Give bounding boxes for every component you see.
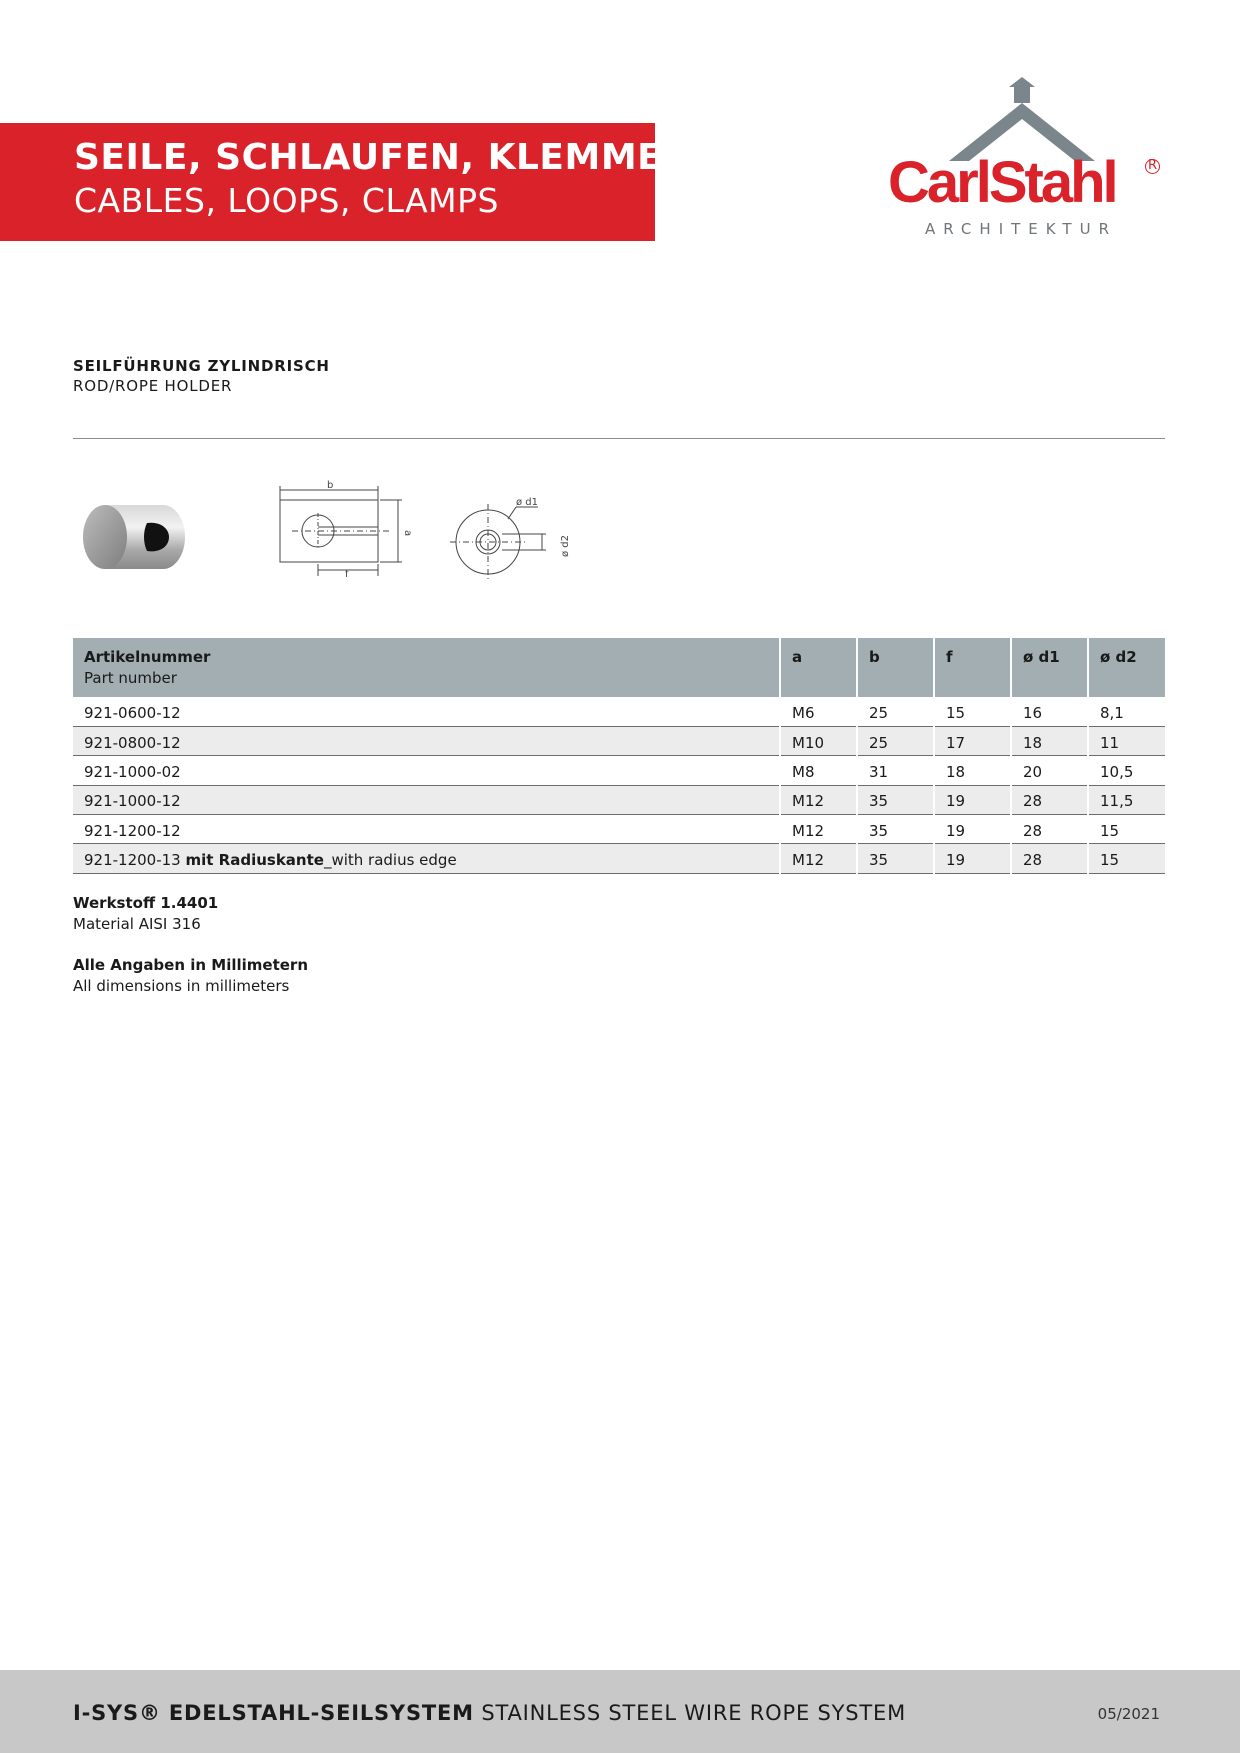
col-part-number [73, 638, 780, 697]
dim-d2-label: ø d2 [560, 534, 571, 557]
cell-b: 35 [857, 815, 934, 844]
table-row [73, 726, 1165, 755]
cell-d1: 20 [1011, 756, 1088, 785]
registered-mark: R [1145, 159, 1160, 174]
cell-part: 921-1000-02 [73, 756, 780, 785]
cell-d2: 8,1 [1088, 697, 1165, 726]
cell-d1: 18 [1011, 726, 1088, 755]
table-row [73, 756, 1165, 785]
front-view-drawing [448, 495, 571, 585]
cell-d1: 16 [1011, 697, 1088, 726]
dim-d1-label: ø d1 [516, 497, 539, 508]
category-banner [0, 123, 693, 241]
cell-d2: 15 [1088, 815, 1165, 844]
product-photo [75, 495, 195, 580]
cell-a: M6 [780, 697, 857, 726]
header-label: Artikelnummer [84, 648, 211, 666]
divider [73, 438, 1165, 439]
footer-system-title [73, 1701, 906, 1725]
cell-a: M12 [780, 815, 857, 844]
material-en: Material AISI 316 [73, 915, 201, 933]
units-en: All dimensions in millimeters [73, 977, 290, 995]
cell-part: 921-0800-12 [73, 726, 780, 755]
cell-d2: 15 [1088, 844, 1165, 873]
col-d1 [1011, 638, 1088, 697]
dim-a-label: a [402, 530, 413, 537]
logo-subtitle: ARCHITEKTUR [925, 220, 1117, 238]
category-title-en: CABLES, LOOPS, CLAMPS [74, 181, 499, 220]
cell-part [73, 844, 780, 873]
logo-brand-text: CarlStahl [888, 150, 1116, 215]
cell-part: 921-1000-12 [73, 785, 780, 814]
footer-system-bold: I-SYS® EDELSTAHL-SEILSYSTEM [73, 1701, 474, 1725]
part-note-bold: mit Radiuskante [185, 851, 324, 870]
dim-b-label: b [327, 480, 334, 491]
footer-system-light: STAINLESS STEEL WIRE ROPE SYSTEM [473, 1701, 907, 1725]
house-roof-icon [880, 75, 1170, 155]
dim-f-label: f [345, 569, 349, 580]
product-name-en: ROD/ROPE HOLDER [73, 377, 233, 395]
cell-a: M12 [780, 785, 857, 814]
footer-date: 05/2021 [1097, 1705, 1160, 1723]
cell-b: 31 [857, 756, 934, 785]
notes [73, 893, 308, 997]
cell-d2: 11 [1088, 726, 1165, 755]
col-a [780, 638, 857, 697]
category-title-de: SEILE, SCHLAUFEN, KLEMMEN [74, 137, 693, 178]
header-label: ø d2 [1100, 648, 1137, 666]
cell-part: 921-0600-12 [73, 697, 780, 726]
cell-b: 25 [857, 726, 934, 755]
cell-f: 18 [934, 756, 1011, 785]
col-b [857, 638, 934, 697]
cell-a: M10 [780, 726, 857, 755]
product-name-de: SEILFÜHRUNG ZYLINDRISCH [73, 357, 330, 375]
part-note: _with radius edge [323, 851, 457, 870]
part-number: 921-1200-13 [84, 851, 181, 870]
material-de: Werkstoff 1.4401 [73, 894, 219, 912]
col-f [934, 638, 1011, 697]
header-label: b [869, 648, 880, 666]
carl-stahl-logo [880, 75, 1170, 245]
cell-d1: 28 [1011, 844, 1088, 873]
cell-f: 19 [934, 815, 1011, 844]
table-row [73, 815, 1165, 844]
cell-b: 35 [857, 844, 934, 873]
table-row [73, 697, 1165, 726]
table-row [73, 785, 1165, 814]
side-view-drawing [272, 478, 422, 583]
cell-f: 19 [934, 785, 1011, 814]
cell-d2: 10,5 [1088, 756, 1165, 785]
header-sublabel: Part number [84, 669, 177, 687]
cell-f: 17 [934, 726, 1011, 755]
cell-a: M8 [780, 756, 857, 785]
cell-b: 25 [857, 697, 934, 726]
cell-d1: 28 [1011, 785, 1088, 814]
dimensions-table [73, 638, 1165, 874]
header-label: f [946, 648, 953, 666]
cell-d1: 28 [1011, 815, 1088, 844]
cell-f: 15 [934, 697, 1011, 726]
footer [0, 1670, 1240, 1753]
cell-f: 19 [934, 844, 1011, 873]
table-header-row [73, 638, 1165, 697]
cell-b: 35 [857, 785, 934, 814]
header-label: a [792, 648, 803, 666]
header-label: ø d1 [1023, 648, 1060, 666]
cell-part: 921-1200-12 [73, 815, 780, 844]
cell-a: M12 [780, 844, 857, 873]
col-d2 [1088, 638, 1165, 697]
units-de: Alle Angaben in Millimetern [73, 956, 309, 974]
table-row [73, 844, 1165, 873]
cell-d2: 11,5 [1088, 785, 1165, 814]
